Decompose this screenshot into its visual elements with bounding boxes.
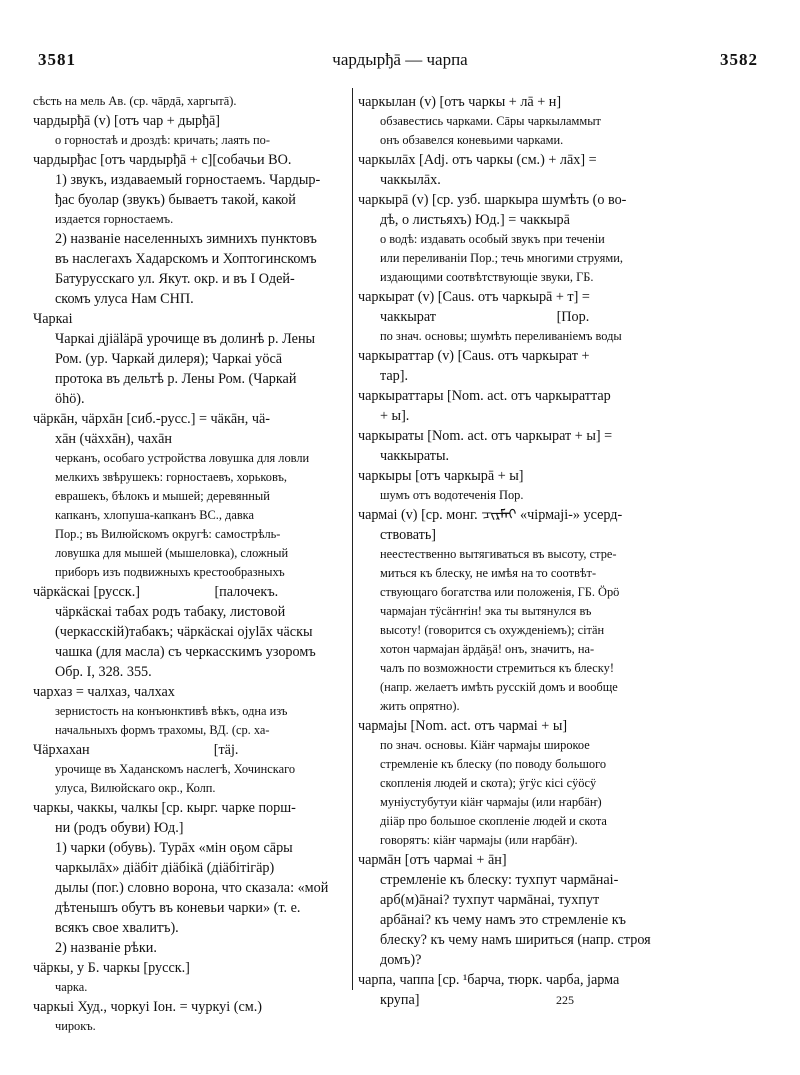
dictionary-text-line: приборъ изъ подвижныхъ крестообразныхъ [55,565,285,579]
dictionary-text-line: 1) чарки (обувь). Турāх «мін оҕом сāры [55,840,293,856]
dictionary-text-line: ствующаго богатства или положенія, ГБ. Öрö [380,585,620,599]
dictionary-headword-line: чаркыраты [Nom. act. отъ чаркырат + ы] = [358,428,613,444]
dictionary-text-line: черканъ, особаго устройства ловушка для ловли [55,451,310,465]
dictionary-text-line: арбāнаі? къ чему намъ это стремленіе къ [380,912,626,928]
page-number-left: 3581 [38,50,76,69]
dictionary-headword-line: чаркыі Худ., чоркуі Іон. = чуркуі (см.) [33,999,263,1015]
page-header [30,50,770,80]
dictionary-text-line: дѣ, о листьяхъ) Юд.] = чаккырā [380,212,570,228]
dictionary-text-line: издается горностаемъ. [55,212,174,226]
dictionary-text-line: высоту! (говорится съ охужденіемъ); сiтäн [380,623,605,637]
dictionary-text-line: (напр. желаетъ имѣть русскій домъ и вообще [380,680,618,694]
dictionary-text-line: о водѣ: издавать особый звукъ при теченіи [380,232,605,246]
dictionary-text-line: дылы (пог.) словно ворона, что сказала: «мой [55,880,329,896]
dictionary-headword-line: Чäрхахан [тäj. [33,742,239,758]
dictionary-text-line: домъ)? [380,952,422,968]
dictionary-headword-line: чармаjы [Nom. act. отъ чармаі + ы] [358,718,568,734]
dictionary-text-line: Ром. (ур. Чаркай дилеря); Чаркаі уöсā [55,351,283,367]
dictionary-text-line: улуса, Вилюйскаго окр., Колп. [55,781,216,795]
dictionary-headword-line: чармāн [отъ чармаі + āн] [358,852,507,868]
dictionary-text-line: начальныхъ формъ трахомы, ВД. (ср. ха- [55,723,270,737]
dictionary-headword-line: чäркäскаі [русск.] [палочекъ. [33,584,279,600]
dictionary-text-line: Пор.; въ Вилюйскомъ округѣ: самострѣль- [55,527,281,541]
dictionary-text-line: + ы]. [380,408,410,424]
dictionary-text-line: 2) названіе населенныхъ зимнихъ пунктовъ [55,231,317,247]
dictionary-text-line: чирокъ. [55,1019,96,1033]
dictionary-text-line: стремленіе къ блеску (по поводу большого [380,757,607,771]
dictionary-headword-line: чардырђас [отъ чардырђā + с][собачьи ВО. [33,152,292,168]
dictionary-text-line: миться къ блеску, не имѣя на то соотвѣт- [380,566,597,580]
dictionary-text-line: всякъ свое хвалитъ). [55,920,179,936]
dictionary-text-line: Обр. I, 328. 355. [55,664,152,680]
dictionary-text-line: тар]. [380,368,409,384]
dictionary-text-line: 1) звукъ, издаваемый горностаемъ. Чардыр- [55,172,321,188]
right-column [358,92,768,1010]
dictionary-text-line: муніустубутуи кiäҥ чармаjы (или ҥарбäҥ) [380,795,602,809]
dictionary-text-line: или переливаніи Пор.; течь многими струями, [380,251,623,265]
dictionary-headword-line: чаркы, чаккы, чалкы [ср. кыpг. чарке порш- [33,800,296,816]
dictionary-text-line: ловушка для мышей (мышеловка), сложный [55,546,289,560]
dictionary-headword-line: Чаркаі [33,311,73,327]
dictionary-text-line: чаккылāх. [380,172,441,188]
dictionary-headword-line: чаркыры [отъ чаркырā + ы] [358,468,524,484]
dictionary-headword-line: чаркырā (v) [ср. узб. шаркыра шумѣть (о во- [358,192,627,208]
dictionary-headword-line: чарпа, чаппа [ср. ¹барча, тюрк. чарба, јарма [358,972,620,988]
dictionary-headword-line: чäркāн, чäрхāн [сиб.-русс.] = чäкāн, чä- [33,411,270,427]
column-divider [352,88,353,990]
dictionary-text-line: о горностаѣ и дроздѣ: кричать; лаять по- [55,133,271,147]
dictionary-text-line: стремленіе къ блеску: тухпут чармāнаі- [380,872,619,888]
dictionary-text-line: хāн (чäххāн), чахāн [55,431,172,447]
footer-number: 225 [556,993,574,1007]
dictionary-text-line: говорятъ: кiäҥ чармаjы (или ҥарбäҥ). [380,833,578,847]
dictionary-text-line: блеску? къ чему намъ шириться (напр. строя [380,932,651,948]
dictionary-text-line: по знач. основы; шумѣть переливаніемъ воды [380,329,622,343]
dictionary-headword-line: чаркырат (v) [Caus. отъ чаркырā + т] = [358,289,590,305]
dictionary-headword-line: чардырђā (v) [отъ чар + дырђā] [33,113,221,129]
dictionary-text-line: зернистость на конъюнктивѣ вѣкъ, одна изъ [55,704,288,718]
dictionary-text-line: ни (родъ обуви) Юд.] [55,820,184,836]
dictionary-headword-line: чаркыраттары [Nom. act. отъ чаркыраттар [358,388,611,404]
dictionary-text-line: ђас буолар (звукъ) бываетъ такой, какой [55,192,296,208]
dictionary-text-line: сѣсть на мель Ав. (ср. чāрдā, харгытā). [33,94,237,108]
dictionary-text-line: арб(м)āнаі? тухпут чармāнаі, тухпут [380,892,600,908]
dictionary-text-line: (черкасскій)табакъ; чäркäскаі оjуlāх чäскы [55,624,313,640]
dictionary-text-line: издающими соотвѣтствующіе звуки, ГБ. [380,270,594,284]
dictionary-text-line: по знач. основы. Кiäҥ чармаjы широкое [380,738,590,752]
dictionary-text-line: чашка (для масла) съ черкасскимъ узоромъ [55,644,316,660]
dictionary-text-line: Чаркаі дjiäläрā урочище въ долинѣ р. Лены [55,331,316,347]
dictionary-text-line: онъ обзавелся коневьими чарками. [380,133,564,147]
dictionary-text-line: чäркäскаі табах родъ табаку, листовой [55,604,286,620]
dictionary-text-line: шумъ отъ водотеченія Пор. [380,488,524,502]
page-number-right: 3582 [720,50,758,69]
dictionary-text-line: урочище въ Хаданскомъ наслегѣ, Хочинскаго [55,762,296,776]
dictionary-headword-line: чархаз = чалхаз, чалхах [33,684,175,700]
dictionary-text-line: мелкихъ звѣрушекъ: горностаевъ, хорьковъ, [55,470,288,484]
dictionary-text-line: 2) названіе рѣки. [55,940,157,956]
dictionary-text-line: хотон чармаjан äрдäҕä! онъ, значитъ, на- [380,642,595,656]
dictionary-text-line: дiiäр про большое скопленіе людей и скота [380,814,607,828]
dictionary-text-line: еврашекъ, бѣлокъ и мышей; деревянный [55,489,270,503]
dictionary-text-line: протока въ дельтѣ р. Лены Ром. (Чаркай [55,371,297,387]
dictionary-text-line: Батурусскаго ул. Якут. окр. и въ I Одей- [55,271,295,287]
dictionary-text-line: чалъ по возможности стремиться къ блеску! [380,661,614,675]
dictionary-headword-line: чаркыраттар (v) [Caus. отъ чаркырат + [358,348,590,364]
dictionary-text-line: чаккырат [Пор. [380,309,590,325]
dictionary-text-line: öhö). [55,391,85,407]
dictionary-text-line: чармаjан тÿсäҥҥiн! эка ты вытянулся въ [380,604,592,618]
dictionary-text-line: чаркылāх» дiäбiт дiäбiкä (дiäбiтiгäр) [55,860,275,876]
dictionary-text-line: въ наслегахъ Хадарскомъ и Хоптогинскомъ [55,251,317,267]
dictionary-text-line: капканъ, хлопуша-капканъ ВС., давка [55,508,255,522]
dictionary-text-line: чаккыраты. [380,448,450,464]
dictionary-headword-line: чаркылан (v) [отъ чаркы + лā + н] [358,94,562,110]
dictionary-text-line: неестественно вытягиваться въ высоту, стре- [380,547,617,561]
left-column [33,92,348,1036]
dictionary-headword-line: чармаі (v) [ср. монг. ᠴᠢᠷᠮᠠᠢ «чірмаjі-» усерд- [358,507,623,523]
dictionary-text-line: обзавестись чарками. Сāры чаркыламмыт [380,114,601,128]
dictionary-text-line: скомъ улуса Нам СНП. [55,291,194,307]
dictionary-text-line: чарка. [55,980,88,994]
running-title: чардырђā — чарпа [332,50,468,69]
dictionary-headword-line: чäркы, у Б. чаркы [русск.] [33,960,190,976]
dictionary-text-line: скопленія людей и скота); ÿгÿс кiсi сÿöсÿ [380,776,597,790]
dictionary-text-line: крупа] [380,992,420,1008]
dictionary-headword-line: чаркылāх [Adj. отъ чаркы (см.) + лāх] = [358,152,597,168]
dictionary-text-line: дѣтенышъ обутъ въ коневьи чарки» (т. е. [55,900,301,916]
dictionary-text-line: ствовать] [380,527,437,543]
dictionary-text-line: жить опрятно). [380,699,460,713]
